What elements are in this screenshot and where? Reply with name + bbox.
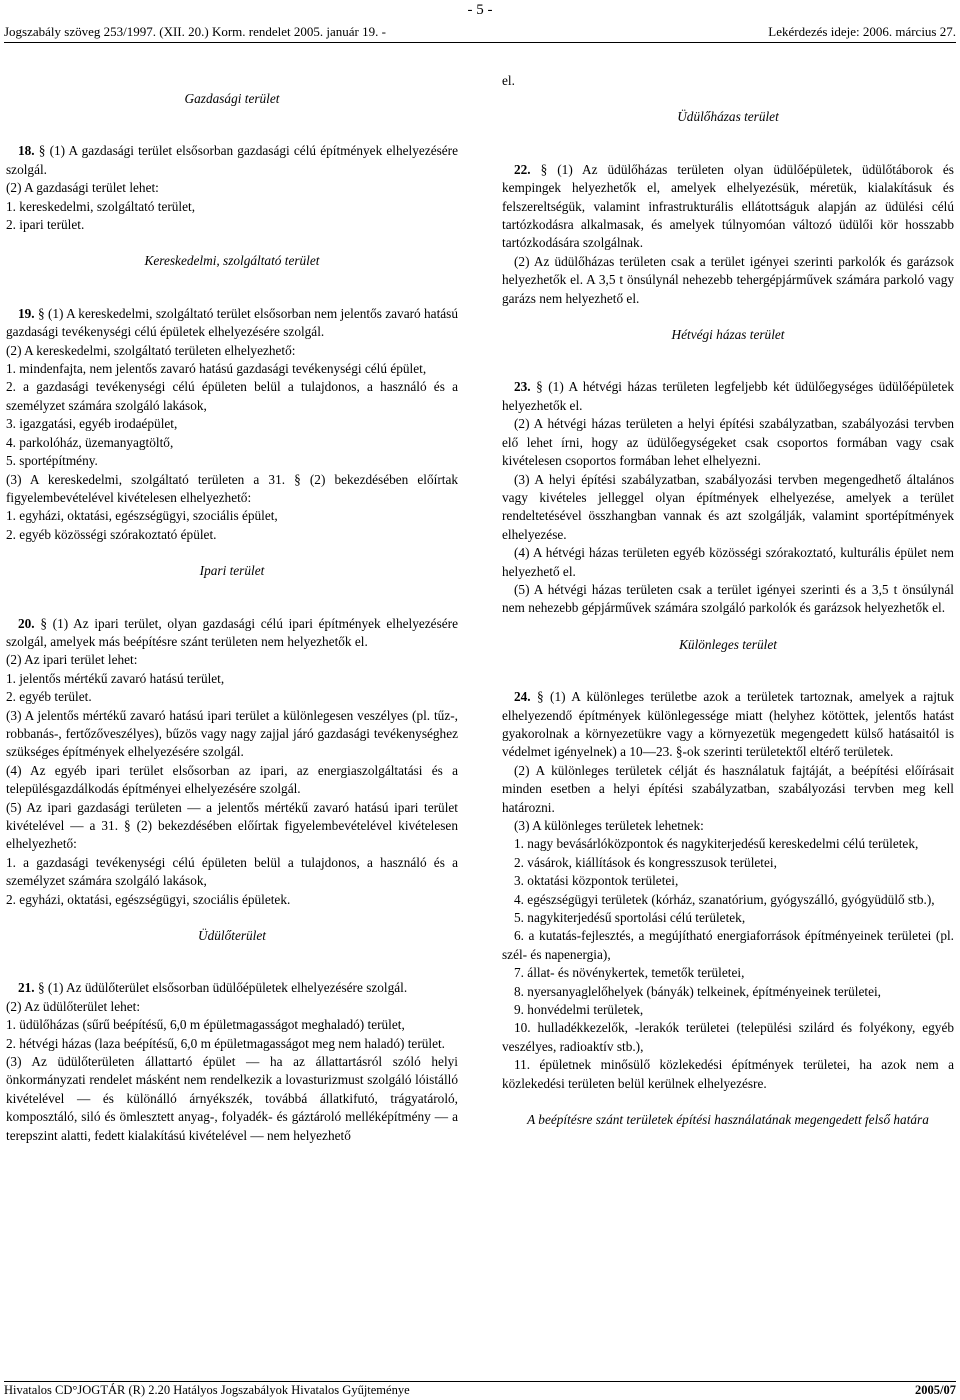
paragraph: 10. hulladékkezelők, -lerakók területei (települési szilárd és folyékony, egyéb veszélyes, radioaktív stb.), (502, 1020, 954, 1054)
paragraph: 5. nagykiterjedésű sportolási célú területek, (514, 910, 746, 926)
section-paragraph: 23. § (1) A hétvégi házas területen legfeljebb két üdülőegységes üdülőépületek helyezhetők el. (502, 379, 954, 413)
section-heading: Különleges terület (679, 636, 777, 652)
paragraph: (3) A különleges területek lehetnek: (514, 818, 704, 833)
section-paragraph: 22. § (1) Az üdülőházas területen olyan üdülőépületek, üdülőtáborok és kempingek helyezhetők el, amelyek elhelyezésük, méretük, kialakításuk és felszereltségük, valamint infrastrukturális ellátottságuk alapján az üdülési célú tartózkodásra alkalmasak, és amelyek túlnyomóan változó üdülői kör hosszabb tartózkodására szolgálnak. (502, 161, 954, 251)
paragraph: 2. egyházi, oktatási, egészségügyi, szociális épületek. (6, 891, 291, 907)
paragraph: 5. sportépítmény. (6, 453, 98, 469)
paragraph: 9. honvédelmi területek, (514, 1002, 644, 1018)
spacer (502, 308, 954, 326)
section-heading: Gazdasági terület (184, 91, 280, 106)
paragraph: (5) Az ipari gazdasági területen — a jelentős mértékű zavaró hatású ipari terület kivételével — a 31. § (2) bekezdésében előírtak figyelembevételével kivételesen elhelyezhető: (6, 799, 458, 852)
page-number: - 5 - (467, 2, 493, 18)
section-number: 19. (18, 305, 35, 321)
section-heading: Üdülőterület (198, 928, 266, 944)
paragraph: 2. ipari terület. (6, 217, 85, 233)
spacer (6, 72, 458, 90)
spacer (6, 271, 458, 305)
right-column (502, 72, 954, 1164)
paragraph: (3) A kereskedelmi, szolgáltató területen a 31. § (2) bekezdésében előírtak figyelembevételével kivételesen elhelyezhető: (6, 471, 458, 505)
paragraph: 11. épületnek minősülő közlekedési építmények területei, ha azok nem a közlekedési területen belül kerülnek elhelyezésre. (502, 1057, 954, 1091)
spacer (6, 234, 458, 252)
section-number: 23. (514, 379, 531, 395)
paragraph: 1. jelentős mértékű zavaró hatású terület, (6, 670, 225, 686)
section-paragraph: 19. § (1) A kereskedelmi, szolgáltató terület elsősorban nem jelentős zavaró hatású gazdasági tevékenységi célú épületek elhelyezésére szolgál. (6, 305, 458, 340)
paragraph: 1. egyházi, oktatási, egészségügyi, szociális épület, (6, 508, 278, 524)
section-number: 21. (18, 980, 35, 996)
paragraph: 1. a gazdasági tevékenységi célú épületen belül a tulajdonos, a használó és a személyzet számára szolgáló lakások, (6, 854, 458, 889)
paragraph: (4) Az egyéb ipari terület elsősorban az ipari, az energiaszolgáltatási és a településgazdálkodás építményei elhelyezésére szolgál. (6, 762, 458, 797)
paragraph: 4. egészségügyi területek (kórház, szanatórium, gyógyszálló, gyógyüdülő stb.), (514, 891, 935, 907)
paragraph: 2. hétvégi házas (laza beépítésű, 6,0 m épületmagasságot meg nem haladó) terület. (6, 1035, 446, 1051)
paragraph: 3. oktatási központok területei, (514, 873, 679, 889)
spacer (502, 90, 954, 108)
paragraph: 3. igazgatási, egyéb irodaépület, (6, 416, 178, 432)
spacer (502, 344, 954, 378)
section-heading: Hétvégi házas terület (671, 327, 785, 343)
spacer (6, 108, 458, 142)
section-heading: A beépítésre szánt területek építési használatának megengedett felső határa (527, 1112, 929, 1128)
paragraph: 2. egyéb terület. (6, 689, 92, 705)
header-left-text: Jogszabály szöveg 253/1997. (XII. 20.) Korm. rendelet 2005. január 19. - (4, 24, 386, 39)
paragraph: el. (502, 73, 515, 88)
section-paragraph: 18. § (1) A gazdasági terület elsősorban gazdasági célú építmények elhelyezésére szolgál. (6, 143, 458, 177)
paragraph: (2) Az ipari terület lehet: (6, 652, 138, 668)
footer-left-text: Hivatalos CD°JOGTÁR (R) 2.20 Hatályos Jogszabályok Hivatalos Gyűjteménye (4, 1383, 410, 1397)
footer-right-text: 2005/07 (915, 1383, 956, 1397)
paragraph: (2) A gazdasági terület lehet: (6, 180, 159, 196)
spacer (502, 127, 954, 161)
paragraph: 2. a gazdasági tevékenységi célú épületen belül a tulajdonos, a használó és a személyzet számára szolgáló lakások, (6, 379, 458, 413)
section-number: 20. (18, 615, 35, 631)
section-number: 18. (18, 143, 35, 159)
paragraph: (2) Az üdülőházas területen csak a terület igényei szerinti parkolók és garázsok helyezhetők el. A 3,5 t önsúlynál nehezebb tehergépjárművek számára parkoló vagy garázs nem helyezhető el. (502, 253, 954, 306)
paragraph: (3) A helyi építési szabályzatban, szabályozási tervben megengedhető általános vagy kivételes jelleggel olyan építmények elhelyezése, amelyek a terület rendeltetésével összhangban vannak és azt szolgálják, valamint sportépítmények elhelyezése. (502, 471, 954, 542)
section-number: 22. (514, 161, 531, 177)
paragraph: 6. a kutatás-fejlesztés, a megújítható energiaforrások építményeinek területei (pl. szél- és napenergia), (502, 928, 954, 962)
paragraph: 8. nyersanyaglelőhelyek (bányák) telkeinek, építményeinek területei, (514, 983, 881, 999)
paragraph: 4. parkolóház, üzemanyagtöltő, (6, 434, 174, 450)
page-footer (4, 1381, 956, 1397)
section-paragraph: 24. § (1) A különleges területbe azok a területek tartoznak, amelyek a rajtuk elhelyezendő építmények különlegessége miatt (helyhez kötöttek, jelentős hatást gyakorolnak a környezetükre vagy a környezetük megengedett külső hatásaitól is védelmet igényelnek) a 10—23. §-ok szerinti területektől eltérő területek. (502, 689, 954, 760)
paragraph: 2. egyéb közösségi szórakoztató épület. (6, 526, 217, 542)
paragraph: 1. kereskedelmi, szolgáltató terület, (6, 198, 196, 214)
section-heading: Üdülőházas terület (677, 109, 779, 125)
section-heading: Ipari terület (199, 563, 265, 579)
section-paragraph: 20. § (1) Az ipari terület, olyan gazdasági célú ipari építmények elhelyezésére szolgál, amelyek más beépítésre szánt területen nem helyezhetők el. (6, 615, 458, 649)
paragraph: (3) Az üdülőterületen állattartó épület — ha az állattartásról szóló helyi önkormányzati rendelet másként nem rendelkezik a lovasturizmust szolgáló lóistálló kivételével — és különálló árnyékszék, továbbá állatkifutó, trágyatároló, komposztáló, siló és ömlesztett anyag-, folyadék- és gáztároló melléképítmény — a terepszint alatti, fedett kialakítású kivételével — nem helyezhető (6, 1054, 458, 1143)
spacer (502, 654, 954, 688)
spacer (6, 909, 458, 927)
paragraph: 7. állat- és növénykertek, temetők területei, (514, 965, 745, 981)
section-paragraph: 21. § (1) Az üdülőterület elsősorban üdülőépületek elhelyezésére szolgál. (18, 980, 408, 996)
paragraph: (4) A hétvégi házas területen egyéb közösségi szórakoztató, kulturális épület nem helyezhető el. (502, 545, 954, 579)
spacer (502, 1130, 954, 1164)
paragraph: 1. mindenfajta, nem jelentős zavaró hatású gazdasági tevékenységi célú épület, (6, 361, 427, 377)
header-right-text: Lekérdezés ideje: 2006. március 27. (768, 24, 956, 39)
paragraph: (2) Az üdülőterület lehet: (6, 998, 141, 1014)
section-heading: Kereskedelmi, szolgáltató terület (144, 253, 320, 269)
paragraph: 2. vásárok, kiállítások és kongresszusok területei, (514, 854, 777, 870)
paragraph: (3) A jelentős mértékű zavaró hatású ipari terület a különlegesen veszélyes (pl. tűz-, robbanás-, fertőzőveszélyes), bűzös vagy nagy zajjal járó gazdasági tevékenységhez szükséges építmények elhelyezésére szolgál. (6, 707, 458, 760)
paragraph: (2) A kereskedelmi, szolgáltató területen elhelyezhető: (6, 342, 296, 358)
spacer (502, 618, 954, 636)
spacer (6, 945, 458, 979)
paragraph: 1. nagy bevásárlóközpontok és nagykiterjedésű kereskedelmi célú területek, (514, 836, 919, 852)
paragraph: (5) A hétvégi házas területen csak a terület igényei szerinti és a 3,5 t önsúlynál nem nehezebb gépjárművek számára szolgáló parkolók és garázsok helyezhetők el. (502, 581, 954, 616)
spacer (6, 544, 458, 562)
paragraph: (2) A különleges területek célját és használatuk fajtáját, a beépítési előírásait minden esetben a helyi építési szabályzatban, szabályozási tervben meg kell határozni. (502, 762, 954, 815)
paragraph: 1. üdülőházas (sűrű beépítésű, 6,0 m épületmagasságot meghaladó) terület, (6, 1017, 405, 1033)
section-number: 24. (514, 689, 531, 705)
left-column (6, 72, 458, 1145)
paragraph: (2) A hétvégi házas területen a helyi építési szabályzatban, szabályozási tervben elő lehet írni, hogy az üdülőegységeket csak csoportos formában vagy csak kivételesen csoportos formában lehet elhelyezni. (502, 416, 954, 469)
spacer (502, 1093, 954, 1111)
spacer (6, 581, 458, 615)
page-header (4, 24, 956, 43)
